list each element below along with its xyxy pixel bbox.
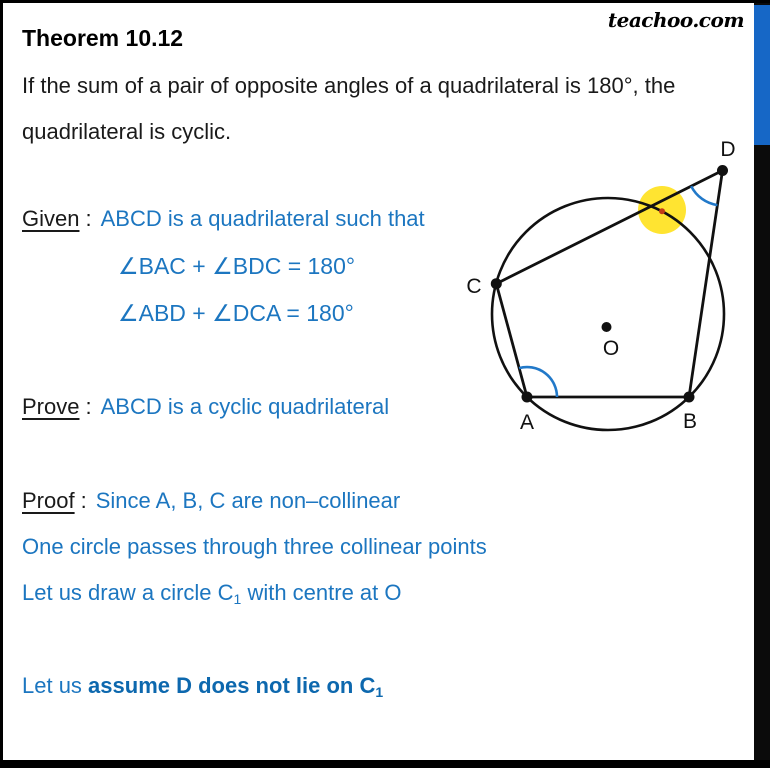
vertex-label-b: B (682, 410, 698, 433)
vertex-dot-b (684, 392, 695, 403)
prove-line (22, 394, 389, 420)
proof-line-3 (22, 580, 402, 606)
bottom-border (3, 760, 770, 768)
teachoo-logo: teachoo.com (607, 8, 744, 32)
proof-line-1 (22, 488, 400, 514)
given-text: ABCD is a quadrilateral such that (100, 206, 425, 231)
prove-text: ABCD is a cyclic quadrilateral (100, 394, 390, 419)
given-equation-1: ∠BAC + ∠BDC = 180° (118, 253, 356, 279)
proof-colon: : (80, 488, 87, 513)
assumption-c1-subscript: 1 (375, 684, 384, 700)
angle-arc-d (691, 186, 717, 205)
proof-line-3-pre: Let us draw a circle C (22, 580, 234, 605)
centre-label-o: O (602, 337, 620, 360)
prove-label: Prove (22, 394, 80, 419)
circle-c1-subscript: 1 (233, 591, 242, 607)
proof-line-4-assumption: assume D does not lie on C (88, 673, 376, 698)
vertex-label-a: A (519, 411, 535, 434)
given-colon: : (85, 206, 92, 231)
given-label: Given (22, 206, 80, 231)
vertex-dot-d (717, 165, 728, 176)
theorem-statement-line-2: quadrilateral is cyclic. (22, 119, 232, 144)
proof-line-4 (22, 673, 383, 699)
cyclic-quadrilateral-diagram (458, 133, 758, 453)
vertex-label-c: C (466, 275, 482, 298)
vertex-dot-a (522, 392, 533, 403)
proof-text-1: Since A, B, C are non–collinear (95, 488, 401, 513)
proof-line-4-pre: Let us (22, 673, 89, 698)
proof-line-2: One circle passes through three collinear points (22, 534, 487, 559)
proof-line-3-post: with centre at O (241, 580, 402, 605)
page-title: Theorem 10.12 (22, 25, 184, 51)
scrollbar-track[interactable] (754, 3, 770, 768)
given-line (22, 206, 425, 232)
proof-label: Proof (22, 488, 75, 513)
scrollbar-thumb[interactable] (754, 5, 770, 145)
theorem-statement-line-1: If the sum of a pair of opposite angles of a quadrilateral is 180°, the (22, 73, 676, 98)
vertex-dot-c (491, 278, 502, 289)
centre-dot-o (602, 322, 612, 332)
intersection-dot (659, 208, 665, 214)
vertex-label-d: D (720, 138, 736, 161)
given-equation-2: ∠ABD + ∠DCA = 180° (118, 300, 354, 326)
prove-colon: : (85, 394, 92, 419)
